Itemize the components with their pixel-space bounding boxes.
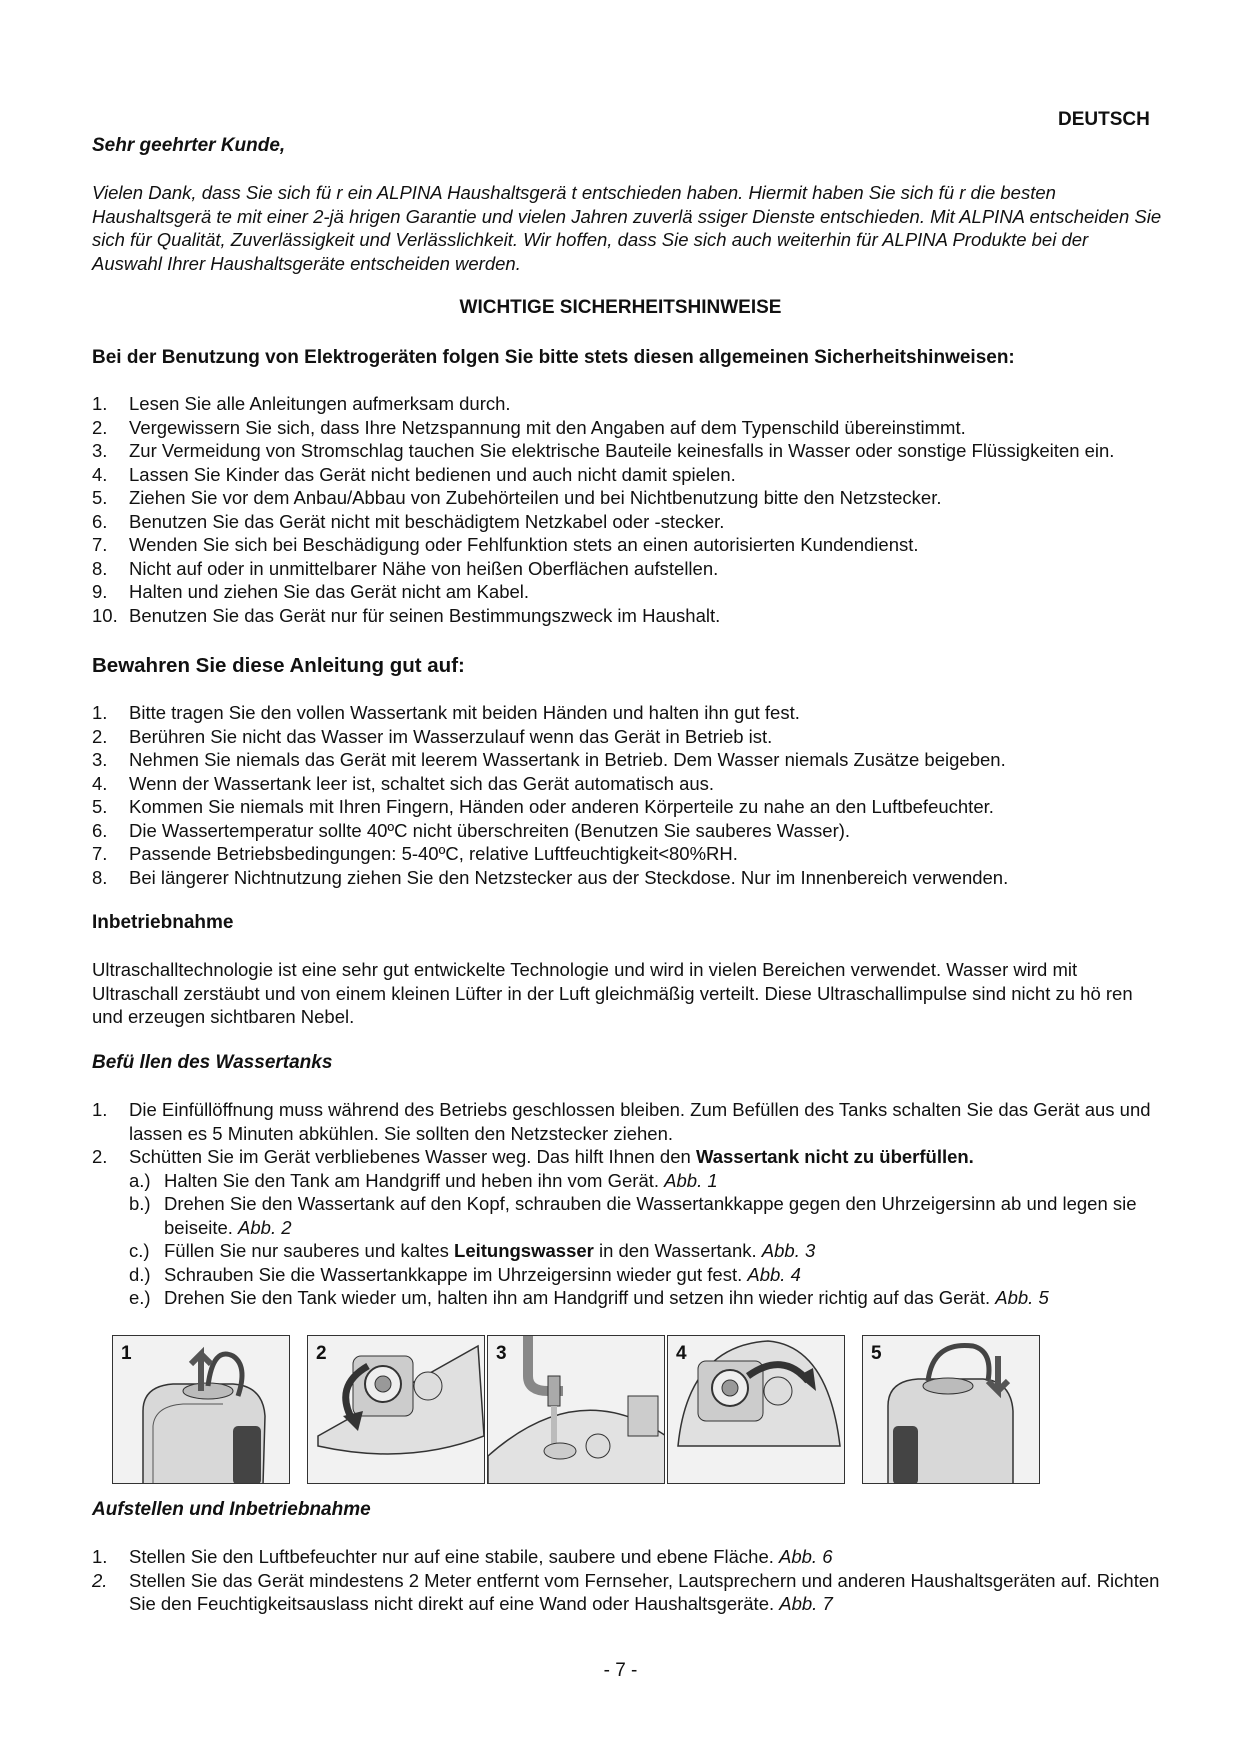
faucet-fill-illustration (488, 1336, 665, 1484)
list-number: 8. (92, 557, 108, 579)
list-number: 3. (92, 440, 108, 461)
list-item (92, 772, 1172, 796)
figure-ref: Abb. 1 (664, 1169, 718, 1191)
page-number: - 7 - (603, 1660, 638, 1681)
sub-item (92, 1263, 1172, 1287)
list-text: Berühren Sie nicht das Wasser im Wasserzulauf wenn das Gerät in Betrieb ist. (129, 725, 773, 747)
list-text: Stellen Sie den Luftbefeuchter nur auf eine stabile, saubere und ebene Fläche. (129, 1546, 780, 1567)
sub-item (92, 1286, 1172, 1310)
list-number: 2. (92, 416, 108, 438)
list-item (92, 866, 1172, 890)
list-text: Bei längerer Nichtnutzung ziehen Sie den Netzstecker aus der Steckdose. Nur im Innenbereich verwenden. (129, 866, 1009, 888)
list-number: 6. (92, 510, 108, 532)
humidifier-lift-illustration (113, 1336, 290, 1484)
list-item (92, 533, 1172, 557)
figure-ref: Abb. 5 (995, 1287, 1049, 1308)
list-text: Wenn der Wassertank leer ist, schaltet sich das Gerät automatisch aus. (129, 772, 715, 794)
tank-replace-illustration (863, 1336, 1040, 1484)
figure-2 (307, 1335, 485, 1484)
sub-text: Füllen Sie nur sauberes und kaltes (164, 1240, 455, 1261)
filling-list (92, 1098, 1172, 1310)
list-text: Ziehen Sie vor dem Anbau/Abbau von Zubehörteilen und bei Nichtbenutzung bitte den Netzstecker. (129, 487, 942, 508)
figure-1 (112, 1335, 290, 1484)
list-number: 2. (92, 1146, 108, 1167)
figure-5 (862, 1335, 1040, 1484)
list-text: Kommen Sie niemals mit Ihren Fingern, Händen oder anderen Körperteile zu nahe an den Luftbefeuchter. (129, 796, 994, 817)
list-text: Passende Betriebsbedingungen: 5-40ºC, relative Luftfeuchtigkeit<80%RH. (129, 843, 738, 864)
figure-label: 1 (121, 1343, 132, 1364)
sub-item (92, 1192, 1172, 1239)
list-text: Die Wassertemperatur sollte 40ºC nicht überschreiten (Benutzen Sie sauberes Wasser). (129, 819, 851, 841)
list-item (92, 1569, 1172, 1616)
list-number: 5. (92, 487, 108, 508)
list-number: 4. (92, 463, 108, 485)
list-item (92, 842, 1172, 866)
safety-list (92, 392, 1172, 627)
list-item (92, 439, 1172, 463)
sub-number: d.) (129, 1263, 151, 1285)
list-number: 7. (92, 843, 108, 864)
list-number: 1. (92, 702, 108, 723)
list-text: Lesen Sie alle Anleitungen aufmerksam durch. (129, 393, 511, 414)
safety-subtitle: Bei der Benutzung von Elektrogeräten folgen Sie bitte stets diesen allgemeinen Sicherheitshinweisen: (92, 347, 1015, 368)
list-number: 1. (92, 1099, 108, 1120)
list-text: Vergewissern Sie sich, dass Ihre Netzspannung mit den Angaben auf dem Typenschild übereinstimmt. (129, 416, 966, 438)
list-item (92, 725, 1172, 749)
figure-ref: Abb. 2 (238, 1216, 292, 1238)
sub-text: Drehen Sie den Tank wieder um, halten ihn am Handgriff und setzen ihn wieder richtig auf das Gerät. (164, 1287, 996, 1308)
figure-4 (667, 1335, 845, 1484)
list-item (92, 1098, 1172, 1145)
list-text: Halten und ziehen Sie das Gerät nicht am Kabel. (129, 581, 530, 602)
list-number: 3. (92, 749, 108, 770)
figure-ref: Abb. 4 (747, 1263, 801, 1285)
sub-text: Halten Sie den Tank am Handgriff und heben ihn vom Gerät. (164, 1169, 665, 1191)
list-item (92, 1545, 1172, 1569)
sub-text: in den Wassertank. (593, 1240, 762, 1261)
list-item (92, 463, 1172, 487)
keep-title: Bewahren Sie diese Anleitung gut auf: (92, 654, 465, 677)
list-text: Benutzen Sie das Gerät nicht mit beschädigtem Netzkabel oder -stecker. (129, 510, 725, 532)
list-item (92, 1145, 1172, 1310)
list-number: 9. (92, 581, 108, 602)
figure-label: 4 (676, 1343, 687, 1364)
operation-title: Inbetriebnahme (92, 912, 234, 933)
cap-screw-illustration (668, 1336, 845, 1484)
list-text: Die Einfüllöffnung muss während des Betriebs geschlossen bleiben. Zum Befüllen des Tanks schalten Sie das Gerät aus und lassen es 5 Minuten abkühlen. Sie sollten den Netzstecker ziehen. (129, 1099, 1151, 1144)
cap-unscrew-illustration (308, 1336, 485, 1484)
sub-number: e.) (129, 1287, 151, 1308)
list-text: Lassen Sie Kinder das Gerät nicht bedienen und auch nicht damit spielen. (129, 463, 736, 485)
list-item (92, 416, 1172, 440)
list-text: Stellen Sie das Gerät mindestens 2 Meter entfernt vom Fernseher, Lautsprechern und anderen Haushaltsgeräten auf. Richten Sie den Feuchtigkeitsauslass nicht direkt auf eine Wand oder Haushaltsgeräte. (129, 1569, 1160, 1614)
list-item (92, 819, 1172, 843)
greeting: Sehr geehrter Kunde, (92, 135, 286, 156)
list-item (92, 510, 1172, 534)
intro-paragraph: Vielen Dank, dass Sie sich fü r ein ALPINA Haushaltsgerä t entschieden haben. Hiermit haben Sie sich fü r die besten Haushaltsgerä te mit einer 2-jä hrigen Garantie und vielen Jahren zuverlä ssiger Dienste entschieden. Mit ALPINA entscheiden Sie sich für Qualität, Zuverlässigkeit und Verlässlichkeit. Wir hoffen, dass Sie sich auch weiterhin für ALPINA Produkte bei der Auswahl Ihrer Haushaltsgeräte entscheiden werden. (92, 182, 1162, 274)
list-item (92, 701, 1172, 725)
sub-text: Schrauben Sie die Wassertankkappe im Uhrzeigersinn wieder gut fest. (164, 1263, 748, 1285)
list-item (92, 580, 1172, 604)
list-item (92, 748, 1172, 772)
figure-label: 5 (871, 1343, 882, 1364)
list-text: Schütten Sie im Gerät verbliebenes Wasser weg. Das hilft Ihnen den (129, 1146, 696, 1167)
sub-number: a.) (129, 1169, 151, 1191)
list-text: Zur Vermeidung von Stromschlag tauchen Sie elektrische Bauteile keinesfalls in Wasser oder sonstige Flüssigkeiten ein. (129, 440, 1115, 461)
keep-list (92, 701, 1172, 889)
list-text-bold: Wassertank nicht zu überfüllen. (695, 1146, 974, 1167)
sub-item (92, 1169, 1172, 1193)
sub-text-bold: Leitungswasser (454, 1240, 594, 1261)
list-item (92, 795, 1172, 819)
figures-row (112, 1335, 1040, 1484)
figure-ref: Abb. 7 (779, 1593, 833, 1614)
list-number: 6. (92, 819, 108, 841)
figure-label: 3 (496, 1343, 507, 1364)
list-number: 4. (92, 772, 108, 794)
filling-title: Befü llen des Wassertanks (92, 1052, 333, 1073)
safety-title: WICHTIGE SICHERHEITSHINWEISE (459, 297, 782, 318)
list-text: Wenden Sie sich bei Beschädigung oder Fehlfunktion stets an einen autorisierten Kundendienst. (129, 534, 919, 555)
list-item (92, 557, 1172, 581)
sub-item (92, 1239, 1172, 1263)
list-text: Nicht auf oder in unmittelbarer Nähe von heißen Oberflächen aufstellen. (129, 557, 719, 579)
operation-paragraph: Ultraschalltechnologie ist eine sehr gut entwickelte Technologie und wird in vielen Bereichen verwendet. Wasser wird mit Ultraschall zerstäubt und von einem kleinen Lüfter in der Luft gleichmäßig verteilt. Diese Ultraschallimpulse sind nicht zu hö ren und erzeugen sichtbaren Nebel. (92, 959, 1133, 1027)
list-number: 5. (92, 796, 108, 817)
list-item (92, 604, 1172, 628)
list-number: 7. (92, 534, 108, 555)
sub-number: c.) (129, 1240, 150, 1261)
list-text: Benutzen Sie das Gerät nur für seinen Bestimmungszweck im Haushalt. (129, 604, 721, 626)
list-item (92, 392, 1172, 416)
sub-number: b.) (129, 1193, 151, 1214)
list-number: 8. (92, 866, 108, 888)
list-number: 1. (92, 393, 108, 414)
figure-ref: Abb. 6 (779, 1546, 833, 1567)
list-number: 1. (92, 1546, 108, 1567)
list-text: Bitte tragen Sie den vollen Wassertank mit beiden Händen und halten ihn gut fest. (129, 702, 800, 723)
language-label: DEUTSCH (1058, 109, 1150, 130)
list-item (92, 486, 1172, 510)
sub-text: Drehen Sie den Wassertank auf den Kopf, schrauben die Wassertankkappe gegen den Uhrzeigersinn ab und legen sie beiseite. (164, 1193, 1137, 1238)
setup-list (92, 1545, 1172, 1616)
list-number: 2. (92, 725, 108, 747)
list-text: Nehmen Sie niemals das Gerät mit leerem Wassertank in Betrieb. Dem Wasser niemals Zusätze beigeben. (129, 749, 1006, 770)
figure-label: 2 (316, 1343, 327, 1364)
list-number: 2. (92, 1569, 108, 1591)
figure-3 (487, 1335, 665, 1484)
setup-title: Aufstellen und Inbetriebnahme (92, 1499, 371, 1520)
list-number: 10. (92, 604, 118, 626)
figure-ref: Abb. 3 (761, 1240, 816, 1261)
